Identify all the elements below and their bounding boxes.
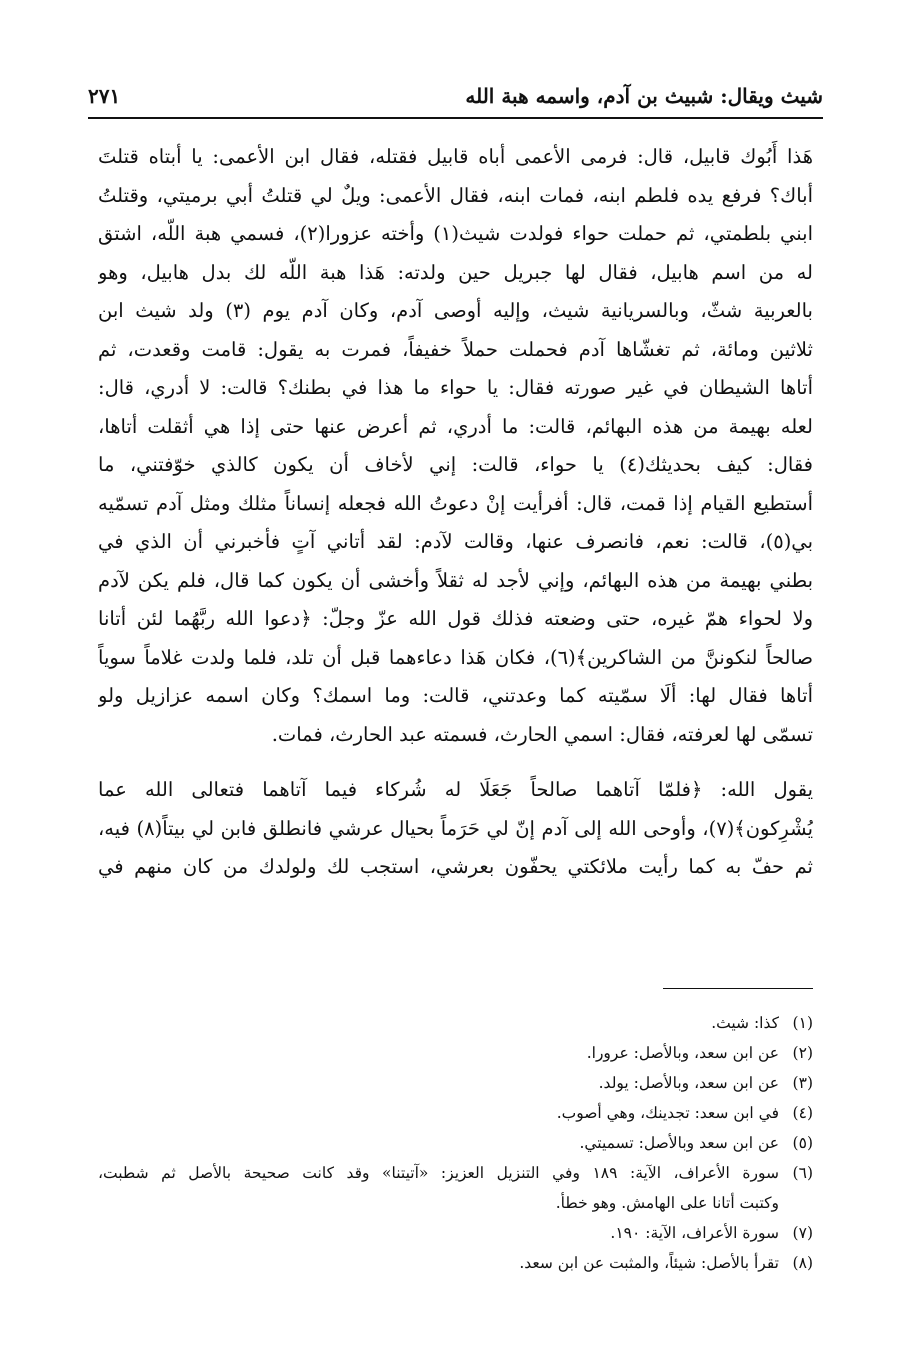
footnote-item bbox=[98, 1068, 813, 1098]
paragraph-2 bbox=[98, 771, 813, 887]
footnote-item bbox=[98, 1008, 813, 1038]
footnote-number: (٢) bbox=[792, 1044, 813, 1062]
text-line: ثلاثين ومائة، ثم تغشّاها آدم فحملت حملاً خفيفاً، فمرت به يقول: قامت وقعدت، ثم bbox=[98, 337, 813, 361]
paragraph-1 bbox=[98, 138, 813, 754]
page-number: ٢٧١ bbox=[88, 84, 121, 108]
footnote-item bbox=[98, 1098, 813, 1128]
footnote-text bbox=[98, 1248, 779, 1278]
footnote-text bbox=[98, 1068, 779, 1098]
text-line: يُشْرِكون﴾(٧)، وأوحى الله إلى آدم إنّ لي حَرَماً بحيال عرشي فانطلق فابن لي بيتاً(٨) فيه، bbox=[98, 816, 813, 840]
text-line: صالحاً لنكوننَّ من الشاكرين﴾(٦)، فكان هَذا دعاءهما قبل أن تلد، فلما ولدت غلاماً سوياً bbox=[98, 645, 813, 669]
text-line: تسمّى لها لعرفته، فقال: اسمي الحارث، فسمته عبد الحارث، فمات. bbox=[271, 722, 813, 746]
text-line: فقال: كيف بحديثك(٤) يا حواء، قالت: إني لأخاف أن يكون كالذي خوّفتني، ما bbox=[98, 453, 813, 476]
text-line: بطني بهيمة من هذه البهائم، وإني لأجد له ثقلاً وأخشى أن يكون كما قال، فلم يكن لآدم bbox=[98, 568, 813, 592]
footnote-number: (٦) bbox=[792, 1164, 813, 1182]
footnote-text bbox=[98, 1128, 779, 1158]
footnote-line: سورة الأعراف، الآية: ١٩٠. bbox=[610, 1224, 779, 1242]
footnote-line: كذا: شيث. bbox=[711, 1014, 779, 1032]
text-line: ثم حفّ به كما رأيت ملائكتي يحفّون بعرشي، استجب لك ولولدك من كان منهم في bbox=[98, 855, 813, 878]
text-line: ولا لحواء همّ غيره، حتى وضعته فذلك قول الله عزّ وجلّ: ﴿دعوا الله ربَّهُما لئن أتانا bbox=[98, 607, 813, 630]
text-line: أتاها الشيطان في غير صورته فقال: يا حواء ما هذا في بطنك؟ قالت: لا أدري، قال: bbox=[98, 376, 813, 399]
footnote-text bbox=[98, 1038, 779, 1068]
footnote-line: عن ابن سعد، وبالأصل: يولد. bbox=[598, 1074, 779, 1092]
footnote-item bbox=[98, 1218, 813, 1248]
footnote-item bbox=[98, 1128, 813, 1158]
footnote-text bbox=[98, 1008, 779, 1038]
text-line: له من اسم هابيل، فقال لها جبريل حين ولدته: هَذا هبة اللّه لك بدل هابيل، وهو bbox=[98, 260, 813, 284]
footnote-line: عن ابن سعد، وبالأصل: عرورا. bbox=[586, 1044, 779, 1062]
footnote-line: تقرأ بالأصل: شيئاً، والمثبت عن ابن سعد. bbox=[519, 1254, 779, 1272]
text-line: ابني بلطمتي، ثم حملت حواء فولدت شيث(١) وأخته عزورا(٢)، فسمي هبة اللّه، اشتق bbox=[98, 222, 813, 245]
footnote-item bbox=[98, 1158, 813, 1218]
running-title: شيث ويقال: شبيث بن آدم، واسمه هبة الله bbox=[465, 84, 823, 108]
header-rule bbox=[88, 117, 823, 119]
footnote-line: وكتبت أتانا على الهامش. وهو خطأ. bbox=[555, 1194, 779, 1212]
main-text bbox=[98, 138, 813, 887]
footnote-text bbox=[98, 1098, 779, 1128]
footnote-line: سورة الأعراف، الآية: ١٨٩ وفي التنزيل العزيز: «آتيتنا» وقد كانت صحيحة بالأصل ثم شطبت، bbox=[98, 1164, 779, 1182]
text-line: هَذا أَبُوك قابيل، قال: فرمى الأعمى أباه قابيل فقتله، فقال ابن الأعمى: يا أبتاه قتلتَ bbox=[98, 145, 813, 168]
footnote-line: عن ابن سعد وبالأصل: تسميتي. bbox=[579, 1134, 779, 1152]
footnote-number: (٣) bbox=[792, 1074, 813, 1092]
text-line: أباك؟ فرفع يده فلطم ابنه، فمات ابنه، فقال الأعمى: ويلٌ لي قتلتُ أبي برميتي، وقتلتُ bbox=[98, 183, 813, 207]
footnote-number: (٨) bbox=[792, 1254, 813, 1272]
footnote-item bbox=[98, 1248, 813, 1278]
footnote-text bbox=[98, 1158, 779, 1218]
text-line: أستطيع القيام إذا قمت، قال: أفرأيت إنْ دعوتُ الله فجعله إنساناً مثلك ومثل آدم تسمّيه bbox=[98, 491, 813, 515]
footnote-number: (١) bbox=[792, 1014, 813, 1032]
text-line: بالعربية شثّ، وبالسريانية شيث، وإليه أوصى آدم، وكان آدم يوم (٣) ولد شيث ابن bbox=[98, 299, 813, 322]
footnote-separator bbox=[663, 988, 813, 989]
footnote-number: (٤) bbox=[792, 1104, 813, 1122]
footnote-line: في ابن سعد: تجدينك، وهي أصوب. bbox=[556, 1104, 779, 1122]
footnote-text bbox=[98, 1218, 779, 1248]
text-line: أتاها فقال لها: ألَا سمّيته كما وعدتني، قالت: وما اسمك؟ وكان اسمه عزازيل ولو bbox=[98, 684, 813, 707]
footnotes bbox=[98, 1008, 813, 1278]
footnote-item bbox=[98, 1038, 813, 1068]
text-line: لعله بهيمة من هذه البهائم، قالت: ما أدري، ثم أعرض عنها حتى إذا هي أثقلت أتاها، bbox=[98, 414, 813, 438]
page-header bbox=[88, 68, 823, 108]
footnote-number: (٧) bbox=[792, 1224, 813, 1242]
footnote-number: (٥) bbox=[792, 1134, 813, 1152]
text-line: بي(٥)، قالت: نعم، فانصرف عنها، وقالت لآدم: لقد أتاني آتٍ فأخبرني أن الذي في bbox=[98, 530, 813, 553]
text-line: يقول الله: ﴿فلمّا آتاهما صالحاً جَعَلَا له شُركاء فيما آتاهما فتعالى الله عما bbox=[98, 778, 813, 801]
